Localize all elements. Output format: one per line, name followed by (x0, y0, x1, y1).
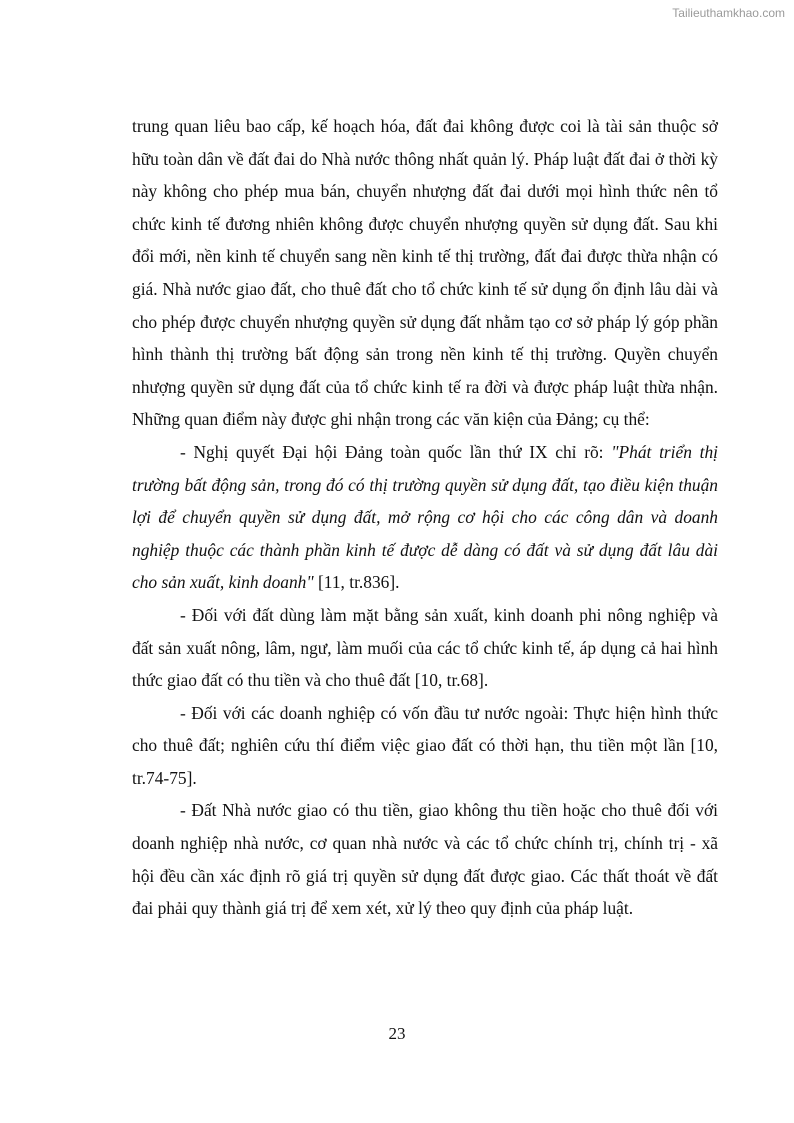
resolution-reference: [11, tr.836]. (313, 572, 400, 593)
resolution-quote: "Phát triển thị trường bất động sản, trong đó có thị trường quyền sử dụng đất, tạo điều kiện thuận lợi để chuyển quyền sử dụng đất, mở rộng cơ hội cho các công dân và doanh nghiệp thuộc các thành phần kinh tế được dễ dàng có đất và sử dụng đất lâu dài cho sản xuất, kinh doanh" (132, 441, 718, 593)
document-body (132, 110, 718, 925)
paragraph-production-land: - Đối với đất dùng làm mặt bằng sản xuất, kinh doanh phi nông nghiệp và đất sản xuất nông, lâm, ngư, làm muối của các tổ chức kinh tế, áp dụng cả hai hình thức giao đất có thu tiền và cho thuê đất [10, tr.68]. (132, 604, 718, 691)
watermark: Tailieuthamkhao.com (672, 6, 785, 20)
page-number: 23 (388, 1024, 406, 1043)
paragraph-intro: trung quan liêu bao cấp, kế hoạch hóa, đất đai không được coi là tài sản thuộc sở hữu toàn dân về đất đai do Nhà nước thông nhất quản lý. Pháp luật đất đai ở thời kỳ này không cho phép mua bán, chuyển nhượng đất đai dưới mọi hình thức nên tổ chức kinh tế đương nhiên không được chuyển nhượng quyền sử dụng đất. Sau khi đổi mới, nền kinh tế chuyển sang nền kinh tế thị trường, đất đai được thừa nhận có giá. Nhà nước giao đất, cho thuê đất cho tổ chức kinh tế sử dụng ổn định lâu dài và cho phép được chuyển nhượng quyền sử dụng đất nhằm tạo cơ sở pháp lý góp phần hình thành thị trường bất động sản trong nền kinh tế thị trường. Quyền chuyển nhượng quyền sử dụng đất của tổ chức kinh tế ra đời và được pháp luật thừa nhận. Những quan điểm này được ghi nhận trong các văn kiện của Đảng; cụ thể: (132, 116, 718, 430)
resolution-lead: - Nghị quyết Đại hội Đảng toàn quốc lần thứ IX chỉ rõ: (180, 441, 612, 462)
paragraph-resolution-quote (132, 436, 718, 599)
paragraph-foreign-investment: - Đối với các doanh nghiệp có vốn đầu tư nước ngoài: Thực hiện hình thức cho thuê đất; nghiên cứu thí điểm việc giao đất có thời hạn, thu tiền một lần [10, tr.74-75]. (132, 702, 718, 788)
paragraph-state-enterprises: - Đất Nhà nước giao có thu tiền, giao không thu tiền hoặc cho thuê đối với doanh nghiệp nhà nước, cơ quan nhà nước và các tổ chức chính trị, chính trị - xã hội đều cần xác định rõ giá trị quyền sử dụng đất được giao. Các thất thoát về đất đai phải quy thành giá trị để xem xét, xử lý theo quy định của pháp luật. (132, 800, 718, 919)
